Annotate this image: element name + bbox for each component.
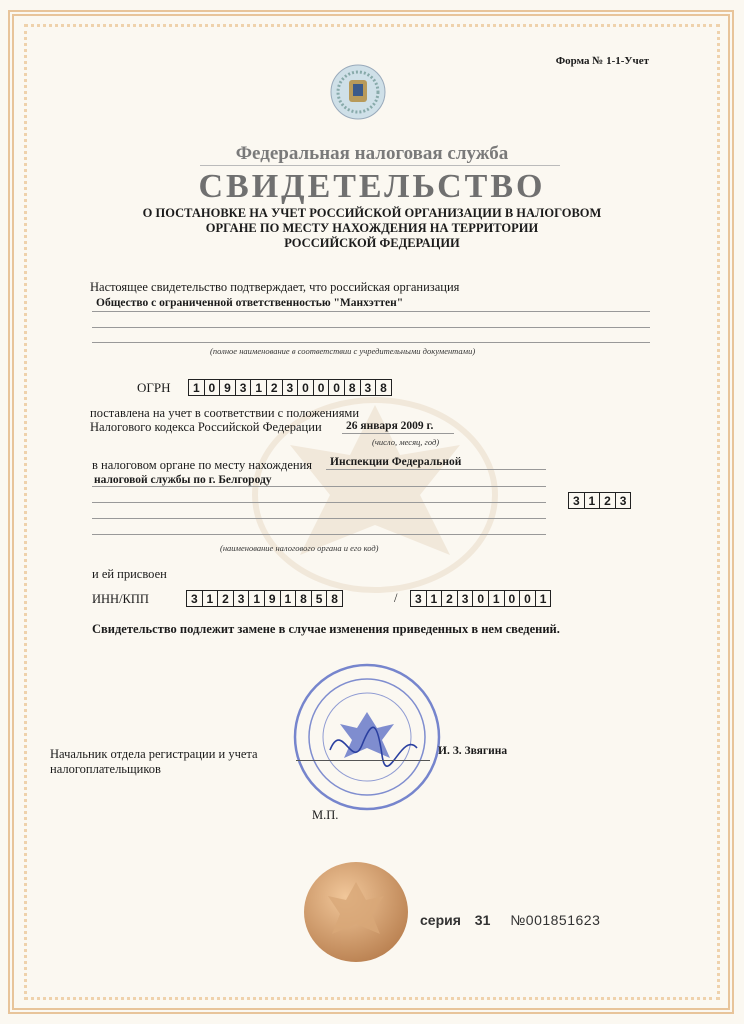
authority-name-2: налоговой службы по г. Белгороду	[94, 474, 272, 486]
digit-box: 0	[504, 590, 521, 607]
digit-box: 3	[235, 379, 252, 396]
digit-box: 8	[295, 590, 312, 607]
digit-box: 8	[326, 590, 343, 607]
digit-box: 1	[535, 590, 552, 607]
eagle-watermark-icon	[230, 365, 520, 615]
digit-box: 1	[584, 492, 601, 509]
digit-box: 9	[264, 590, 281, 607]
field-line	[92, 486, 546, 487]
inn-kpp-slash: /	[394, 591, 398, 605]
digit-box: 5	[311, 590, 328, 607]
digit-box: 8	[344, 379, 361, 396]
field-line	[92, 311, 650, 312]
authority-name-1: Инспекции Федеральной	[330, 456, 462, 468]
field-line	[92, 502, 546, 503]
digit-box: 0	[472, 590, 489, 607]
seal-place-label: М.П.	[312, 808, 339, 822]
agency-name: Федеральная налоговая служба	[235, 143, 509, 164]
field-line	[326, 469, 546, 470]
field-line	[92, 327, 650, 328]
field-line	[92, 342, 650, 343]
registered-text-2: Налогового кодекса Российской Федерации	[90, 420, 322, 434]
digit-box: 3	[186, 590, 203, 607]
digit-box: 0	[297, 379, 314, 396]
digit-box: 2	[599, 492, 616, 509]
digit-box: 0	[328, 379, 345, 396]
digit-box: 9	[219, 379, 236, 396]
inn-boxes	[186, 590, 343, 607]
certificate-number: №001851623	[510, 912, 601, 928]
assigned-text: и ей присвоен	[92, 567, 167, 581]
digit-box: 2	[266, 379, 283, 396]
subtitle-line: РОССИЙСКОЙ ФЕДЕРАЦИИ	[284, 236, 460, 250]
signatory-title-2: налогоплательщиков	[50, 762, 161, 776]
authority-label: в налоговом органе по месту нахождения	[92, 458, 313, 472]
document-title: СВИДЕТЕЛЬСТВО	[198, 168, 546, 205]
digit-box: 3	[410, 590, 427, 607]
divider	[200, 165, 560, 166]
field-line	[342, 433, 454, 434]
gold-seal-icon	[302, 860, 410, 965]
digit-box: 1	[280, 590, 297, 607]
digit-box: 0	[519, 590, 536, 607]
digit-box: 0	[204, 379, 221, 396]
digit-box: 8	[375, 379, 392, 396]
official-stamp-icon	[282, 660, 452, 815]
digit-box: 0	[313, 379, 330, 396]
kpp-boxes	[410, 590, 551, 607]
digit-box: 3	[457, 590, 474, 607]
organization-caption: (полное наименование в соответствии с учредительными документами)	[210, 346, 476, 356]
replacement-notice: Свидетельство подлежит замене в случае изменения приведенных в нем сведений.	[92, 622, 560, 636]
inn-kpp-label: ИНН/КПП	[92, 592, 149, 606]
signatory-name: И. З. Звягина	[438, 745, 508, 757]
fns-emblem-icon	[318, 62, 398, 122]
digit-box: 1	[248, 590, 265, 607]
ogrn-label: ОГРН	[137, 380, 171, 395]
field-line	[92, 518, 546, 519]
registration-date: 26 января 2009 г.	[346, 420, 434, 432]
registered-text-1: поставлена на учет в соответствии с положениями	[90, 406, 360, 420]
field-line	[92, 534, 546, 535]
authority-code-boxes	[568, 492, 631, 509]
subtitle-line: О ПОСТАНОВКЕ НА УЧЕТ РОССИЙСКОЙ ОРГАНИЗАЦИИ В НАЛОГОВОМ	[142, 206, 602, 220]
certificate-series	[420, 912, 600, 928]
digit-box: 1	[488, 590, 505, 607]
date-caption: (число, месяц, год)	[372, 437, 440, 447]
digit-box: 2	[217, 590, 234, 607]
digit-box: 3	[615, 492, 632, 509]
subtitle-line: ОРГАНЕ ПО МЕСТУ НАХОЖДЕНИЯ НА ТЕРРИТОРИИ	[205, 221, 539, 235]
digit-box: 1	[188, 379, 205, 396]
series-value: 31	[474, 912, 491, 928]
ogrn-boxes	[188, 379, 392, 396]
digit-box: 3	[360, 379, 377, 396]
digit-box: 2	[441, 590, 458, 607]
signature-line	[296, 760, 430, 761]
digit-box: 1	[250, 379, 267, 396]
digit-box: 1	[202, 590, 219, 607]
form-number: Форма № 1-1-Учет	[555, 55, 649, 67]
authority-caption: (наименование налогового органа и его код)	[220, 543, 379, 553]
digit-box: 3	[233, 590, 250, 607]
document-subtitle	[130, 206, 614, 251]
intro-text: Настоящее свидетельство подтверждает, что российская организация	[90, 280, 460, 294]
digit-box: 1	[426, 590, 443, 607]
digit-box: 3	[282, 379, 299, 396]
series-label: серия	[420, 912, 461, 928]
digit-box: 3	[568, 492, 585, 509]
organization-name: Общество с ограниченной ответственностью "Манхэттен"	[96, 297, 404, 309]
signatory-title-1: Начальник отдела регистрации и учета	[50, 747, 258, 761]
